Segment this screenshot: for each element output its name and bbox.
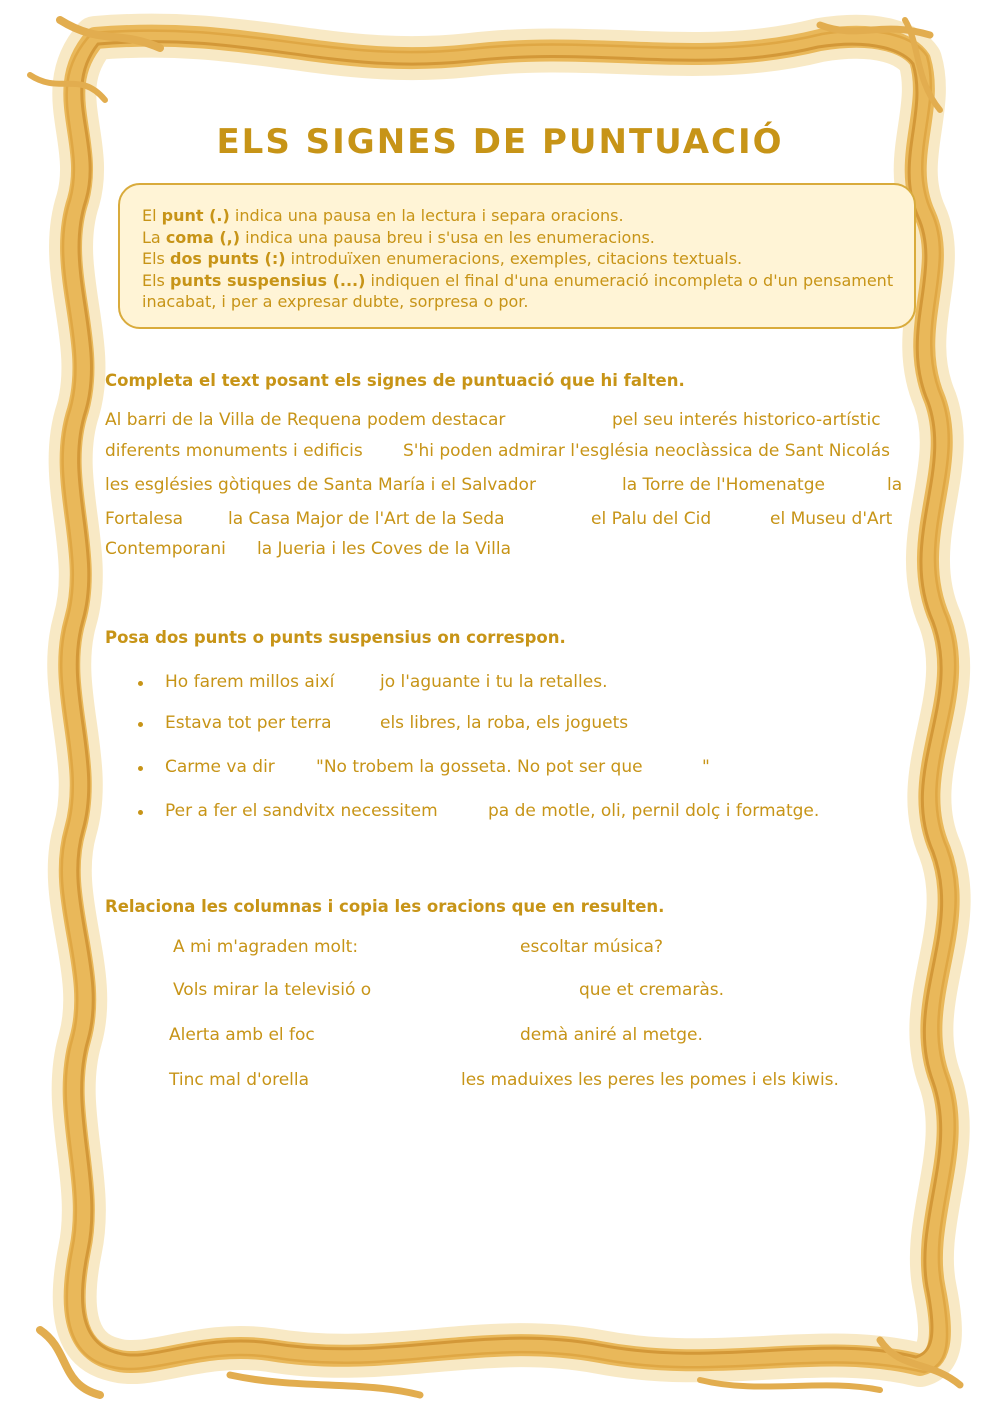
right-column-item: escoltar música? bbox=[520, 937, 663, 957]
item-text: Per a fer el sandvitx necessitem bbox=[165, 801, 438, 821]
bullet-icon bbox=[138, 681, 143, 686]
definition-coma: La coma (,) indica una pausa breu i s'usa en les enumeracions. bbox=[142, 227, 655, 247]
left-column-item: Tinc mal d'orella bbox=[169, 1070, 310, 1090]
text-segment: Fortalesa bbox=[105, 509, 184, 529]
text-segment: pel seu interés historico-artístic bbox=[612, 410, 881, 430]
right-column-item: demà aniré al metge. bbox=[520, 1025, 703, 1045]
text-segment: la Torre de l'Homenatge bbox=[622, 475, 825, 495]
exercise1-line bbox=[105, 539, 903, 563]
item-text: Ho farem millos així bbox=[165, 672, 335, 692]
item-text: els libres, la roba, els joguets bbox=[380, 713, 629, 733]
definition-dos-punts: Els dos punts (:) introduïxen enumeracions, exemples, citacions textuals. bbox=[142, 249, 743, 268]
text-segment: la Jueria i les Coves de la Villa bbox=[257, 539, 511, 559]
right-column-item: les maduixes les peres les pomes i els kiwis. bbox=[461, 1070, 839, 1090]
bullet-icon bbox=[138, 766, 143, 771]
text-segment: S'hi poden admirar l'església neoclàssica de Sant Nicolás bbox=[403, 441, 890, 461]
definitions-box bbox=[118, 183, 916, 329]
definition-punt: El punt (.) indica una pausa en la lectura i separa oracions. bbox=[142, 206, 624, 225]
left-column-item: Alerta amb el foc bbox=[169, 1025, 315, 1045]
text-segment: Contemporani bbox=[105, 539, 226, 559]
item-text: jo l'aguante i tu la retalles. bbox=[380, 672, 608, 692]
exercise1-line bbox=[105, 475, 903, 499]
text-segment: Al barri de la Villa de Requena podem destacar bbox=[105, 410, 506, 430]
text-segment: diferents monuments i edificis bbox=[105, 441, 363, 461]
exercise1-heading: Completa el text posant els signes de puntuació que hi falten. bbox=[105, 371, 685, 390]
text-segment: la Casa Major de l'Art de la Seda bbox=[228, 509, 505, 529]
text-segment: el Museu d'Art bbox=[770, 509, 893, 529]
exercise2-heading: Posa dos punts o punts suspensius on correspon. bbox=[105, 628, 566, 647]
definition-punts-suspensius: Els punts suspensius (...) indiquen el final d'una enumeració incompleta o d'un pensament bbox=[142, 270, 894, 290]
bullet-icon bbox=[138, 722, 143, 727]
text-segment: el Palu del Cid bbox=[591, 509, 712, 529]
text-segment: la bbox=[887, 475, 903, 495]
bullet-icon bbox=[138, 810, 143, 815]
exercise1-line bbox=[105, 441, 903, 465]
item-text: Estava tot per terra bbox=[165, 713, 332, 733]
left-column-item: A mi m'agraden molt: bbox=[173, 937, 359, 957]
exercise1-line bbox=[105, 410, 903, 434]
item-text: "No trobem la gosseta. No pot ser que bbox=[316, 757, 643, 777]
item-text: pa de motle, oli, pernil dolç i formatge. bbox=[488, 801, 820, 821]
item-text: Carme va dir bbox=[165, 757, 275, 777]
left-column-item: Vols mirar la televisió o bbox=[173, 980, 372, 1000]
page-title: ELS SIGNES DE PUNTUACIÓ bbox=[216, 122, 784, 162]
right-column-item: que et cremaràs. bbox=[579, 980, 725, 1000]
text-segment: les esglésies gòtiques de Santa María i el Salvador bbox=[105, 475, 536, 495]
exercise1-line bbox=[105, 509, 903, 533]
item-text: " bbox=[702, 757, 710, 777]
definition-continuation: inacabat, i per a expresar dubte, sorpresa o por. bbox=[142, 292, 529, 311]
exercise3-heading: Relaciona les columnas i copia les oracions que en resulten. bbox=[105, 897, 665, 916]
